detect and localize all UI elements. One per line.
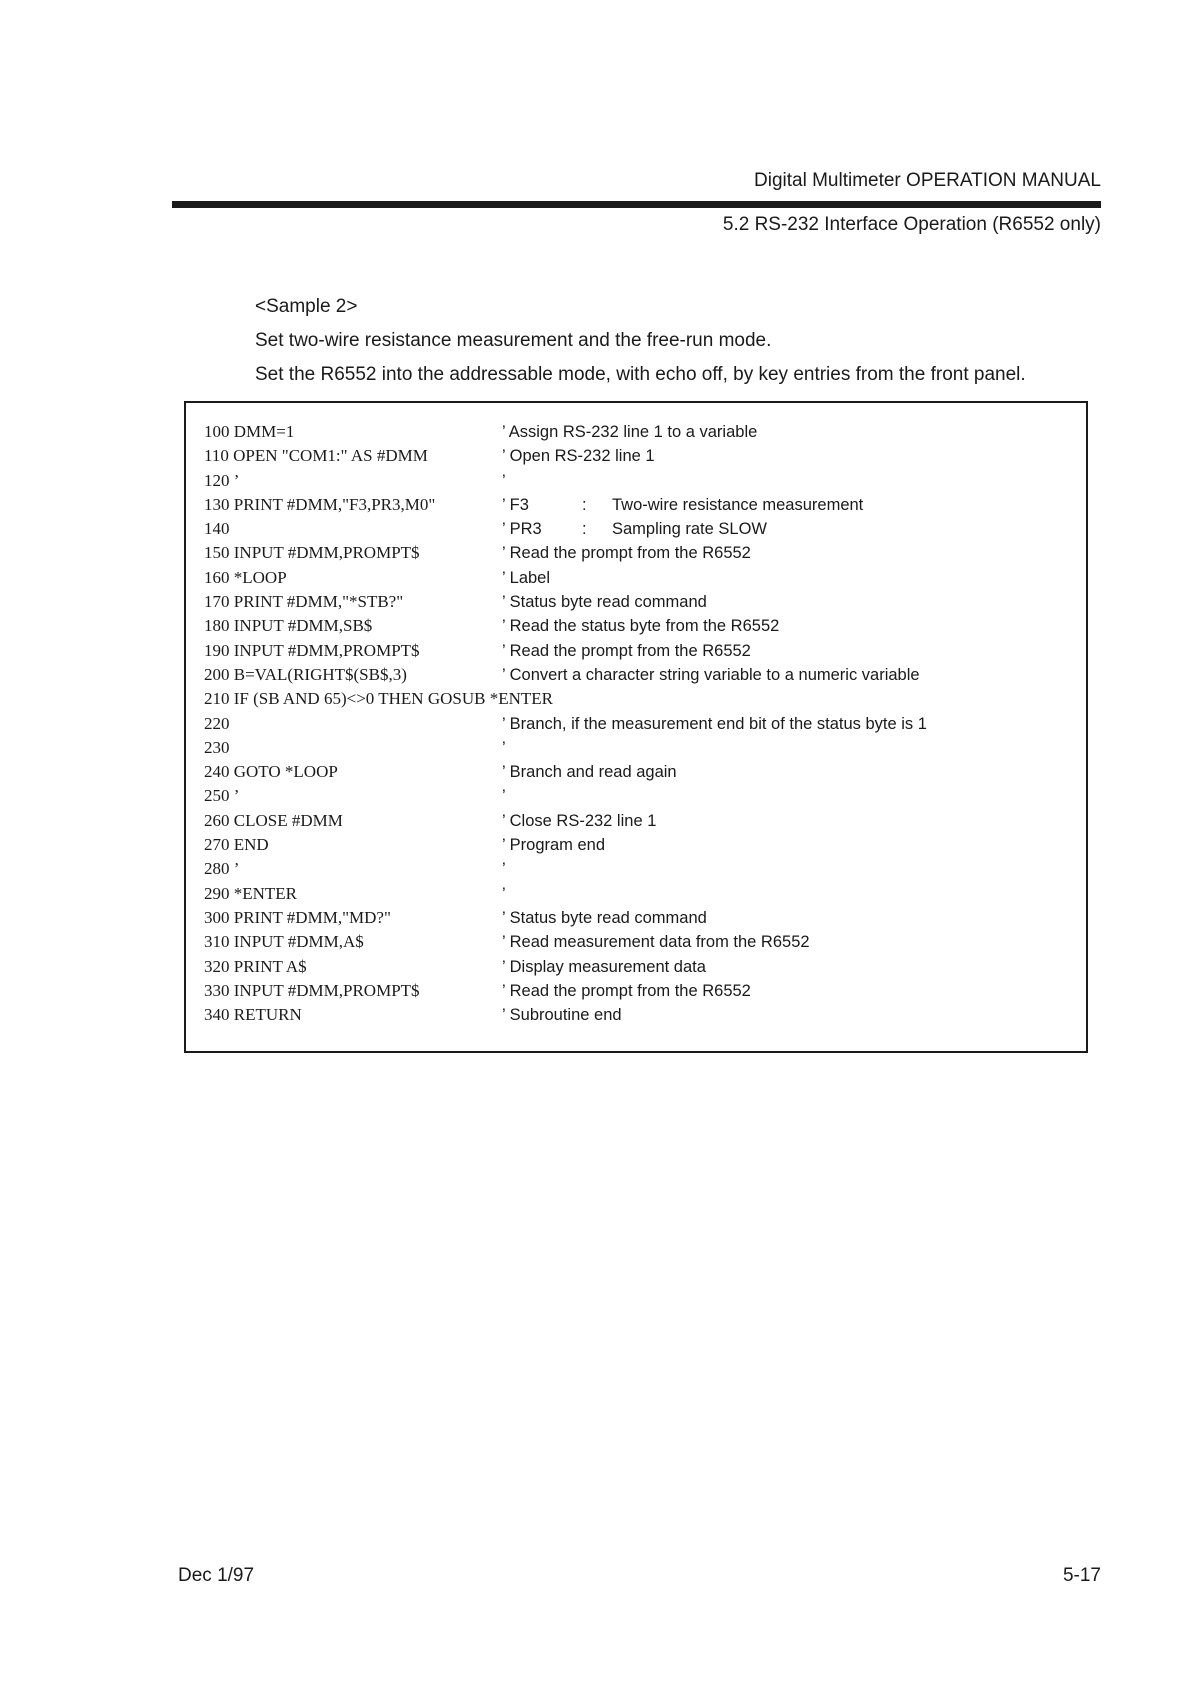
code-statement: 240 GOTO *LOOP	[204, 762, 338, 782]
section-title: 5.2 RS-232 Interface Operation (R6552 only)	[722, 214, 1101, 235]
comment-description: Sampling rate SLOW	[612, 520, 767, 539]
page-number: 5-17	[1062, 1565, 1101, 1586]
code-comment: ’ Subroutine end	[502, 1006, 622, 1025]
code-comment: ’	[502, 738, 506, 757]
code-statement: 220	[204, 713, 230, 733]
code-line	[204, 493, 1074, 517]
code-line	[204, 614, 1074, 638]
code-statement: 170 PRINT #DMM,"*STB?"	[204, 592, 404, 612]
code-line	[204, 760, 1074, 784]
code-statement: 190 INPUT #DMM,PROMPT$	[204, 640, 420, 660]
code-comment: ’ Branch and read again	[502, 763, 677, 782]
comment-parameter: ’ F3	[502, 495, 529, 514]
code-comment: ’ Assign RS-232 line 1 to a variable	[502, 423, 758, 441]
code-comment: ’	[502, 787, 506, 806]
comment-parameter: ’ PR3	[502, 520, 542, 539]
code-comment: ’ Read measurement data from the R6552	[502, 933, 810, 952]
code-statement: 180 INPUT #DMM,SB$	[204, 616, 373, 636]
code-comment: ’ Read the prompt from the R6552	[502, 981, 751, 1000]
code-statement: 200 B=VAL(RIGHT$(SB$,3)	[204, 664, 407, 684]
code-statement: 310 INPUT #DMM,A$	[204, 932, 364, 952]
code-comment: ’	[502, 860, 506, 879]
code-line	[204, 663, 1074, 687]
comment-colon: :	[582, 520, 587, 539]
code-listing	[204, 420, 1074, 1027]
manual-title: Digital Multimeter OPERATION MANUAL	[754, 170, 1101, 191]
code-comment: ’ Display measurement data	[502, 957, 706, 976]
code-line	[204, 906, 1074, 930]
code-comment: ’ Status byte read command	[502, 593, 707, 612]
code-statement: 210 IF (SB AND 65)<>0 THEN GOSUB *ENTER	[204, 689, 553, 709]
code-comment: ’	[502, 884, 506, 903]
code-statement: 300 PRINT #DMM,"MD?"	[204, 907, 391, 927]
code-statement: 340 RETURN	[204, 1005, 302, 1025]
code-comment: ’ Label	[502, 568, 551, 587]
code-comment: ’ Close RS-232 line 1	[502, 811, 657, 830]
code-listing-box	[184, 401, 1088, 1053]
code-line	[204, 517, 1074, 541]
code-statement: 280 ’	[204, 859, 240, 879]
code-comment: ’ Status byte read command	[502, 908, 707, 927]
code-line	[204, 857, 1074, 881]
code-line	[204, 420, 1074, 444]
code-comment: ’ Program end	[502, 836, 606, 855]
code-statement: 250 ’	[204, 786, 240, 806]
code-comment	[502, 493, 863, 517]
code-statement: 130 PRINT #DMM,"F3,PR3,M0"	[204, 494, 436, 514]
code-line	[204, 712, 1074, 736]
code-line	[204, 955, 1074, 979]
code-line	[204, 882, 1074, 906]
code-line	[204, 687, 1074, 711]
code-comment: ’ Read the prompt from the R6552	[502, 641, 751, 660]
intro-line-2: Set the R6552 into the addressable mode, with echo off, by key entries from the front panel.	[255, 364, 1026, 385]
code-statement: 230	[204, 737, 230, 757]
comment-colon: :	[582, 495, 587, 514]
code-line	[204, 979, 1074, 1003]
intro-block	[255, 290, 1026, 392]
code-comment: ’ Read the prompt from the R6552	[502, 544, 751, 563]
code-statement: 330 INPUT #DMM,PROMPT$	[204, 980, 420, 1000]
code-statement: 120 ’	[204, 470, 240, 490]
header-rule	[172, 201, 1101, 208]
code-statement: 150 INPUT #DMM,PROMPT$	[204, 543, 420, 563]
code-comment: ’ Branch, if the measurement end bit of the status byte is 1	[502, 714, 927, 733]
code-line	[204, 833, 1074, 857]
code-comment: ’	[502, 471, 506, 490]
code-statement: 160 *LOOP	[204, 567, 287, 587]
code-line	[204, 590, 1074, 614]
code-line	[204, 736, 1074, 760]
code-statement: 260 CLOSE #DMM	[204, 810, 343, 830]
code-comment: ’ Read the status byte from the R6552	[502, 617, 780, 636]
code-statement: 100 DMM=1	[204, 422, 295, 441]
code-statement: 140	[204, 519, 230, 539]
comment-description: Two-wire resistance measurement	[612, 495, 864, 514]
code-line	[204, 809, 1074, 833]
code-comment: ’ Convert a character string variable to a numeric variable	[502, 665, 920, 684]
code-line	[204, 541, 1074, 565]
code-comment	[502, 517, 767, 541]
code-line	[204, 784, 1074, 808]
sample-heading: <Sample 2>	[255, 296, 358, 317]
code-comment: ’ Open RS-232 line 1	[502, 447, 655, 466]
code-statement: 320 PRINT A$	[204, 956, 307, 976]
code-line	[204, 930, 1074, 954]
footer-date: Dec 1/97	[178, 1565, 255, 1586]
code-statement: 270 END	[204, 835, 269, 855]
intro-line-1: Set two-wire resistance measurement and the free-run mode.	[255, 330, 772, 351]
code-statement: 290 *ENTER	[204, 883, 298, 903]
code-line	[204, 469, 1074, 493]
code-line	[204, 1003, 1074, 1027]
code-line	[204, 444, 1074, 468]
code-statement: 110 OPEN "COM1:" AS #DMM	[204, 446, 428, 466]
code-line	[204, 639, 1074, 663]
code-line	[204, 566, 1074, 590]
